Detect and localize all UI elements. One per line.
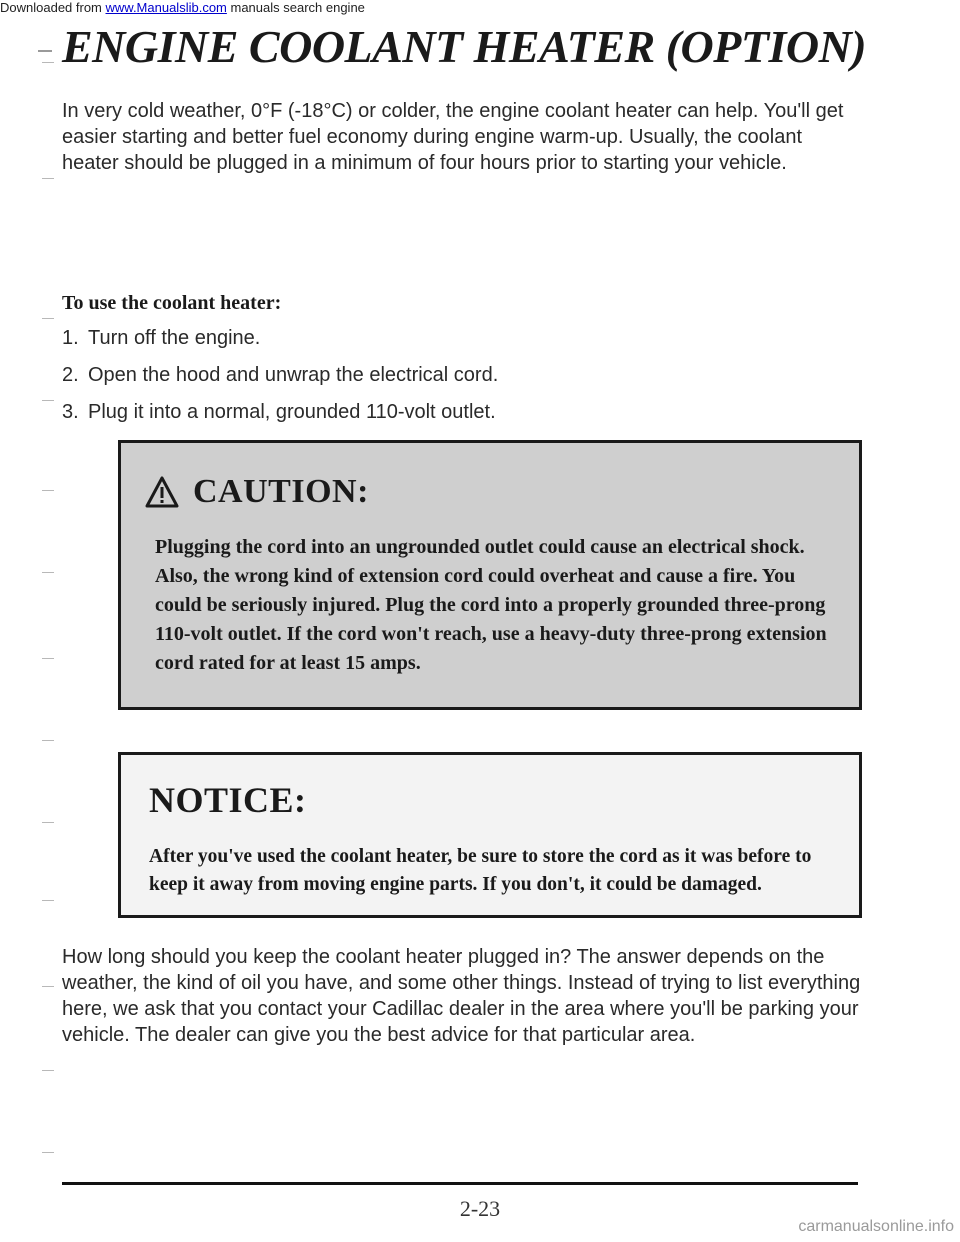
margin-mark — [42, 986, 54, 987]
intro-paragraph: In very cold weather, 0°F (-18°C) or colder, the engine coolant heater can help. You'll get easier starting and better fuel economy during engine warm-up. Usually, the coolant heater should be plugged in a minimum of four hours prior to starting your vehicle. — [62, 100, 844, 174]
step-number: 2. — [62, 364, 79, 386]
margin-mark — [42, 822, 54, 823]
step-text: Open the hood and unwrap the electrical cord. — [88, 364, 499, 386]
caution-box — [118, 440, 862, 710]
margin-mark — [42, 740, 54, 741]
footer-rule — [62, 1182, 858, 1185]
caution-title: CAUTION: — [193, 473, 369, 510]
margin-mark — [42, 900, 54, 901]
step-text: Plug it into a normal, grounded 110-volt outlet. — [88, 401, 496, 423]
caution-text: Plugging the cord into an ungrounded outlet could cause an electrical shock. Also, the wrong kind of extension cord could overheat and cause a fire. You could be seriously injured. Plug the cord into a properly grounded three-prong 110-volt outlet. If the cord won't reach, use a heavy-duty three-prong extension cord rated for at least 15 amps. — [155, 536, 827, 674]
watermark-prefix: Downloaded from — [0, 0, 106, 15]
closing-paragraph: How long should you keep the coolant heater plugged in? The answer depends on the weather, the kind of oil you have, and some other things. Instead of trying to list everything here, we ask that you contact your Cadillac dealer in the area where you'll be parking your vehicle. The dealer can give you the best advice for that particular area. — [62, 946, 861, 1046]
instructions-subhead: To use the coolant heater: — [62, 292, 282, 314]
download-watermark — [0, 0, 365, 16]
margin-mark — [42, 658, 54, 659]
notice-box — [118, 752, 862, 918]
margin-mark — [42, 62, 54, 63]
notice-text: After you've used the coolant heater, be sure to store the cord as it was before to keep it away from moving engine parts. If you don't, it could be damaged. — [149, 846, 812, 895]
margin-mark — [42, 1152, 54, 1153]
step-item — [62, 364, 498, 387]
watermark-suffix: manuals search engine — [226, 0, 365, 15]
step-number: 3. — [62, 401, 79, 423]
caution-header — [145, 473, 369, 511]
warning-triangle-icon — [145, 476, 179, 508]
step-text: Turn off the engine. — [88, 327, 261, 349]
margin-mark — [42, 400, 54, 401]
margin-mark — [42, 318, 54, 319]
margin-mark — [42, 1070, 54, 1071]
title-dash — [38, 50, 52, 52]
margin-mark — [42, 178, 54, 179]
margin-mark — [42, 572, 54, 573]
section-title: ENGINE COOLANT HEATER (OPTION) — [62, 21, 867, 72]
manualslib-link[interactable]: www.Manualslib.com — [105, 0, 227, 15]
page-number: 2-23 — [459, 1196, 501, 1221]
footer-watermark: carmanualsonline.info — [798, 1218, 954, 1235]
notice-title: NOTICE: — [149, 780, 307, 820]
step-item — [62, 327, 260, 350]
step-number: 1. — [62, 327, 79, 349]
step-item — [62, 401, 496, 424]
margin-mark — [42, 490, 54, 491]
